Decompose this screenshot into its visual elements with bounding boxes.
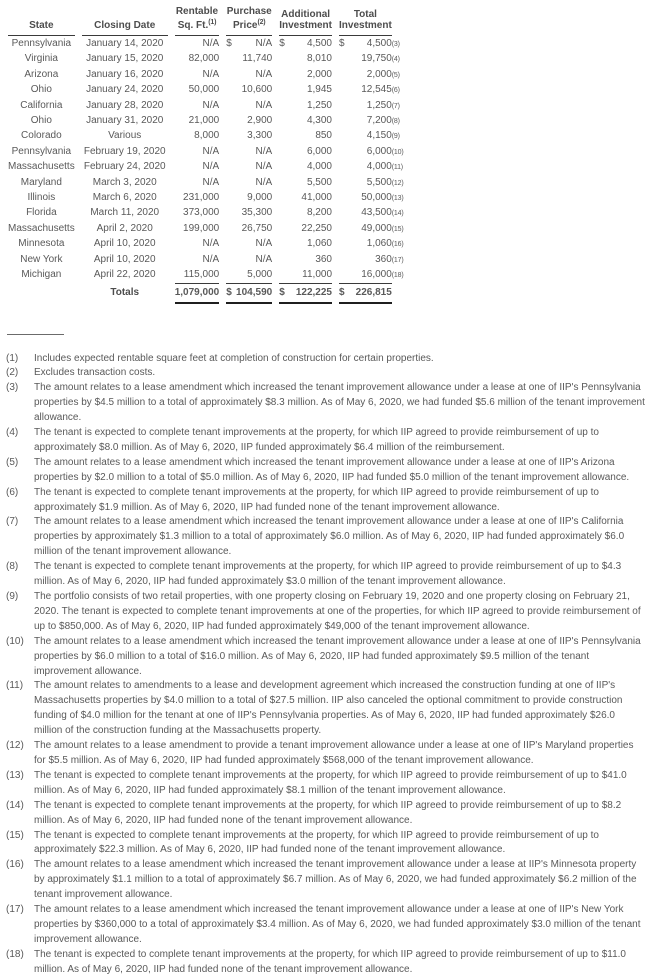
table-row — [8, 221, 392, 236]
cell-purchase-price: N/A — [255, 99, 273, 111]
cell-purchase-price: 35,300 — [241, 207, 273, 219]
cell-state: Massachusetts — [8, 222, 75, 234]
footnote-number: (12) — [6, 740, 24, 752]
cell-state: Pennsylvania — [11, 38, 72, 49]
cell-closing-date: Various — [108, 130, 142, 142]
cell-additional-investment: 1,250 — [306, 99, 332, 111]
cell-closing-date: January 14, 2020 — [86, 38, 164, 49]
footnote-text: The portfolio consists of two retail properties, with one property closing on February 19, 2020 and one property closing on February 21, 2020. The tenant is expected to complete tenant improvements at one of the properties, for which IIP agreed to provide reimbursement of up to $850,000. As of May 6, 2020, IIP had funded approximately $49,000 of the tenant improvement allowance. — [34, 591, 641, 632]
cell-total-investment: 4,000 (11) — [339, 159, 392, 174]
table-body — [8, 36, 404, 283]
footnote — [6, 486, 645, 516]
table-row — [8, 113, 392, 128]
cell-rentable-sqft: N/A — [202, 38, 220, 49]
footnote-ref: (6) — [391, 87, 400, 95]
footnote-number: (1) — [6, 352, 19, 364]
cell-state: Arizona — [24, 68, 59, 80]
col-header-rentable-line2: Sq. Ft.$^{(1)}$ — [177, 19, 217, 31]
cell-closing-date: January 31, 2020 — [86, 115, 164, 127]
cell-total-investment: 1,250 (7) — [339, 98, 392, 113]
footnote-ref-1: (1) — [208, 19, 217, 26]
table-row — [8, 252, 392, 267]
cell-closing-date: March 11, 2020 — [90, 207, 160, 219]
footnote — [6, 769, 645, 799]
col-header-additional-line1: Additional — [281, 9, 331, 20]
cell-rentable-sqft: N/A — [202, 253, 220, 265]
cell-closing-date: March 3, 2020 — [92, 176, 157, 188]
footnote-ref: (9) — [391, 133, 400, 141]
footnote-text: The amount relates to a lease amendment which increased the tenant improvement allowance under a lease at one of IIP's Pennsylvania properties by $4.5 million to a total of approximately $8.3 million. As of May 6, 2020, we had funded $5.6 million of the tenant improvement allowance. — [34, 382, 645, 424]
cell-rentable-sqft: 8,000 — [194, 130, 220, 142]
footnote-text: The amount relates to a lease amendment which increased the tenant improvement allowance under a lease at one of IIP's California properties by approximately $1.3 million to a total of approximately $6.0 million. As of May 6, 2020, IIP had funded approximately $6.0 million of the tenant improvement allowance. — [34, 516, 625, 558]
cell-rentable-sqft: N/A — [202, 176, 220, 188]
cell-closing-date: April 22, 2020 — [93, 269, 156, 281]
footnote-text: The tenant is expected to complete tenant improvements at the property, for which IIP agreed to provide reimbursement of up to $4.3 million. As of May 6, 2020, IIP had funded approximately $3.0 million of the tenant improvement allowance. — [34, 561, 622, 588]
cell-total-investment: 2,000 (5) — [339, 67, 392, 82]
footnote — [6, 352, 645, 367]
footnote-text: The tenant is expected to complete tenant improvements at the property, for which IIP agreed to provide reimbursement of up to $11.0 million. As of May 6, 2020, IIP had funded none of the tenant improvement allowance. — [34, 948, 626, 975]
footnote-text: Includes expected rentable square feet at completion of construction for certain properties. — [34, 352, 434, 364]
footnote-text: The tenant is expected to complete tenant improvements at the property, for which IIP agreed to provide reimbursement of up to approximately $8.0 million. As of May 6, 2020, IIP funded approximately $6.4 million of the reimbursement. — [34, 427, 599, 453]
cell-rentable-sqft: 199,000 — [183, 222, 220, 234]
totals-label: Totals — [110, 287, 140, 298]
footnote-number: (9) — [6, 591, 19, 602]
table-row — [8, 175, 392, 190]
cell-additional-investment: $ 4,500 — [279, 36, 332, 51]
footnote-number: (13) — [6, 769, 24, 781]
cell-additional-investment: 6,000 — [306, 145, 332, 157]
footnote-divider — [7, 334, 64, 335]
footnote — [6, 381, 645, 426]
footnote — [6, 948, 645, 978]
col-header-additional-line2: Investment — [279, 20, 332, 31]
cell-rentable-sqft: N/A — [202, 238, 220, 250]
cell-total-investment: 6,000 (10) — [339, 144, 392, 159]
totals-cell-sqft: 1,079,000 — [175, 283, 220, 304]
footnote-number: (15) — [6, 829, 24, 841]
footnote-number: (2) — [6, 367, 19, 379]
cell-total-investment: 5,500 (12) — [339, 175, 392, 190]
footnote-text: The amount relates to a lease amendment to provide a tenant improvement allowance under a lease at one of IIP's Maryland properties for $5.5 million. As of May 6, 2020, IIP had funded approximately $568,000 of the tenant improvement allowance. — [34, 740, 634, 766]
cell-total-investment: 19,750 (4) — [339, 51, 392, 66]
totals-spacer — [8, 283, 75, 304]
table-row — [8, 267, 392, 282]
cell-purchase-price: N/A — [255, 161, 273, 173]
table-row — [8, 36, 392, 51]
totals-cell-total: $ 226,815 — [339, 283, 392, 304]
footnote-ref: (10) — [391, 148, 404, 156]
footnote-text: The tenant is expected to complete tenant improvements at the property, for which IIP agreed to provide reimbursement of up to $8.2 million. As of May 6, 2020, IIP had funded none of the tenant improvement allowance. — [34, 799, 622, 826]
cell-additional-investment: 5,500 — [306, 176, 332, 188]
footnote-ref: (11) — [391, 164, 403, 172]
footnote-number: (3) — [6, 382, 19, 394]
cell-state: Illinois — [27, 192, 56, 204]
cell-rentable-sqft: 82,000 — [188, 53, 220, 65]
footnote-ref: (8) — [391, 118, 400, 126]
col-header-rentable-sqft — [175, 6, 220, 36]
dollar-sign: $ — [339, 38, 345, 49]
footnote — [6, 456, 645, 486]
footnote-number: (14) — [6, 799, 24, 811]
cell-rentable-sqft: 231,000 — [183, 192, 220, 204]
cell-additional-investment: 1,060 — [306, 238, 332, 250]
cell-closing-date: February 19, 2020 — [83, 145, 166, 157]
footnote-ref: (16) — [391, 241, 404, 249]
footnote-text: The tenant is expected to complete tenant improvements at the property, for which IIP agreed to provide reimbursement of up to $41.0 million. As of May 6, 2020, IIP had funded approximately $8.1 million of the tenant improvement allowance. — [34, 769, 627, 796]
footnote — [6, 858, 645, 903]
cell-state: Pennsylvania — [11, 145, 72, 157]
footnote-number: (10) — [6, 635, 24, 647]
cell-additional-investment: 22,250 — [301, 222, 332, 234]
footnote-ref: (4) — [391, 56, 400, 64]
table-row — [8, 128, 392, 143]
footnote-ref: (7) — [391, 102, 400, 110]
totals-row — [8, 283, 392, 304]
col-header-closing-date-label: Closing Date — [94, 20, 156, 31]
cell-additional-investment: 8,010 — [306, 53, 332, 65]
footnote — [6, 635, 645, 680]
footnote — [6, 679, 645, 739]
table-header — [8, 6, 392, 36]
table-row — [8, 51, 392, 66]
col-header-total-line1: Total — [353, 9, 377, 20]
cell-closing-date: April 10, 2020 — [93, 253, 156, 265]
cell-purchase-price: N/A — [255, 253, 273, 265]
col-header-price-line1: Purchase — [226, 6, 272, 17]
footnote-number: (16) — [6, 859, 24, 871]
col-header-closing-date — [82, 6, 168, 36]
cell-purchase-price: 3,300 — [247, 130, 273, 142]
cell-closing-date: April 10, 2020 — [93, 238, 156, 250]
cell-state: Colorado — [21, 130, 62, 142]
table-totals — [8, 283, 392, 304]
footnote — [6, 366, 645, 381]
footnote — [6, 560, 645, 590]
footnote-text: The amount relates to a lease amendment which increased the tenant improvement allowance under a lease at one of IIP's Pennsylvania properties by $6.0 million to a total of $16.0 million. As of May 6, 2020, IIP had funded approximately $9.5 million of the tenant improvement allowance. — [34, 635, 641, 677]
cell-total-investment: 50,000 (13) — [339, 190, 392, 205]
cell-total-investment: 16,000 (18) — [339, 267, 392, 282]
table-row — [8, 159, 392, 174]
footnote — [6, 515, 645, 560]
cell-total-investment: 7,200 (8) — [339, 113, 392, 128]
cell-closing-date: January 15, 2020 — [86, 53, 164, 65]
cell-state: Minnesota — [18, 238, 65, 250]
footnote-ref: (12) — [391, 179, 404, 187]
totals-cell-price: $ 104,590 — [226, 283, 272, 304]
cell-rentable-sqft: 21,000 — [188, 115, 220, 127]
cell-rentable-sqft: 115,000 — [183, 269, 220, 281]
cell-purchase-price: N/A — [255, 68, 273, 80]
acquisitions-table — [1, 6, 404, 304]
footnote-number: (5) — [6, 456, 19, 468]
cell-purchase-price: N/A — [255, 238, 273, 250]
footnote-ref: (18) — [391, 272, 404, 280]
footnote-ref: (14) — [391, 210, 404, 218]
cell-rentable-sqft: N/A — [202, 161, 220, 173]
header-row — [8, 6, 392, 36]
col-header-additional-investment — [279, 6, 332, 36]
footnote-ref-2: (2) — [257, 19, 266, 26]
footnotes-section — [6, 352, 645, 978]
cell-total-investment: $ 4,500 (3) — [339, 36, 392, 51]
cell-total-investment: 4,150 (9) — [339, 128, 392, 143]
footnote-number: (4) — [6, 427, 19, 439]
cell-state: Maryland — [20, 176, 62, 188]
cell-rentable-sqft: N/A — [202, 68, 220, 80]
cell-purchase-price: N/A — [255, 145, 273, 157]
footnote — [6, 426, 645, 456]
cell-state: Massachusetts — [8, 161, 75, 173]
footnote-ref: (15) — [391, 225, 404, 233]
cell-additional-investment: 2,000 — [306, 68, 332, 80]
cell-purchase-price: 10,600 — [241, 84, 273, 96]
cell-closing-date: January 16, 2020 — [86, 68, 164, 80]
cell-closing-date: January 24, 2020 — [86, 84, 164, 96]
cell-purchase-price: $ N/A — [226, 36, 272, 51]
cell-state: Florida — [26, 207, 57, 219]
cell-rentable-sqft: N/A — [202, 145, 220, 157]
cell-purchase-price: N/A — [255, 176, 273, 188]
cell-closing-date: April 2, 2020 — [96, 222, 153, 234]
cell-additional-investment: 850 — [315, 130, 332, 142]
cell-closing-date: February 24, 2020 — [83, 161, 166, 173]
cell-state: Virginia — [24, 53, 58, 65]
cell-state: Ohio — [30, 84, 52, 96]
table-row — [8, 205, 392, 220]
cell-rentable-sqft: N/A — [202, 99, 220, 111]
col-header-total-investment — [339, 6, 392, 36]
footnote-number: (11) — [6, 680, 24, 692]
dollar-sign: $ — [279, 38, 285, 49]
footnote — [6, 590, 645, 635]
cell-total-investment: 43,500 (14) — [339, 205, 392, 220]
footnote-ref: (13) — [391, 195, 404, 203]
cell-state: Ohio — [30, 115, 52, 127]
table-row — [8, 190, 392, 205]
cell-purchase-price: 9,000 — [247, 192, 273, 204]
cell-state: Michigan — [21, 269, 62, 281]
col-header-purchase-price — [226, 6, 272, 36]
cell-additional-investment: 11,000 — [302, 269, 332, 281]
table-row — [8, 82, 392, 97]
footnote — [6, 829, 645, 859]
footnote-number: (7) — [6, 516, 19, 528]
table-row — [8, 144, 392, 159]
cell-purchase-price: 26,750 — [241, 222, 273, 234]
footnote-number: (18) — [6, 948, 24, 960]
totals-cell-additional: $ 122,225 — [279, 283, 332, 304]
col-header-total-line2: Investment — [339, 20, 392, 31]
cell-additional-investment: 41,000 — [301, 192, 332, 204]
dollar-sign: $ — [339, 286, 345, 298]
cell-additional-investment: 1,945 — [306, 84, 332, 96]
cell-total-investment: 1,060 (16) — [339, 236, 392, 251]
cell-state: New York — [20, 253, 63, 265]
cell-total-investment: 360 (17) — [339, 252, 392, 267]
cell-purchase-price: 11,740 — [242, 53, 273, 65]
footnote-text: The tenant is expected to complete tenant improvements at the property, for which IIP agreed to provide reimbursement of up to approximately $1.9 million. As of May 6, 2020, IIP had funded none of the tenant improvement allowance. — [34, 486, 599, 513]
cell-closing-date: March 6, 2020 — [92, 192, 157, 204]
footnote-number: (8) — [6, 561, 19, 573]
dollar-sign: $ — [226, 286, 232, 298]
cell-purchase-price: 5,000 — [247, 269, 273, 281]
dollar-sign: $ — [226, 38, 232, 49]
footnote-number: (17) — [6, 904, 24, 916]
footnote — [6, 903, 645, 948]
footnote-text: The amount relates to a lease amendment which increased the tenant improvement allowance under a lease at IIP's Minnesota property by approximately $1.1 million to a total of approximately $6.7 million. As of May 6, 2020, we had funded approximately $6.2 million of the tenant improvement allowance. — [34, 859, 637, 901]
col-header-state — [8, 6, 75, 36]
cell-total-investment: 12,545 (6) — [339, 82, 392, 97]
table-row — [8, 98, 392, 113]
cell-state: California — [20, 99, 63, 111]
footnote-number: (6) — [6, 486, 19, 498]
cell-rentable-sqft: 373,000 — [183, 207, 220, 219]
col-header-rentable-line1: Rentable — [175, 6, 219, 17]
footnote — [6, 739, 645, 769]
cell-additional-investment: 8,200 — [306, 207, 332, 219]
col-header-state-label: State — [29, 20, 54, 31]
footnote-text: The amount relates to amendments to a lease and development agreement which increased the construction funding at one of IIP's Massachusetts properties by $4.0 million to a total of $27.5 million. IIP also canceled the optional commitment to provide construction funding of $4.0 million for the tenant at one of IIP's Pennsylvania properties. As of May 6, 2020, IIP had funded approximately $26.0 million of the construction funding at the Massachusetts property. — [34, 680, 623, 737]
cell-total-investment: 49,000 (15) — [339, 221, 392, 236]
table-row — [8, 67, 392, 82]
table-row — [8, 236, 392, 251]
cell-purchase-price: 2,900 — [247, 115, 273, 127]
dollar-sign: $ — [279, 286, 285, 298]
footnote-text: The tenant is expected to complete tenant improvements at the property, for which IIP agreed to provide reimbursement of up to approximately $22.3 million. As of May 6, 2020, IIP had funded none of the tenant improvement allowance. — [34, 829, 599, 856]
cell-closing-date: January 28, 2020 — [86, 99, 164, 111]
footnote-text: The amount relates to a lease amendment which increased the tenant improvement allowance under a lease at one of IIP's New York properties by $360,000 to a total of approximately $3.4 million. As of May 6, 2020, we had funded approximately $3.0 million of the tenant improvement allowance. — [34, 904, 641, 945]
cell-rentable-sqft: 50,000 — [188, 84, 220, 96]
col-header-price-line2: Price$^{(2)}$ — [232, 19, 266, 31]
footnote-ref: (5) — [391, 71, 400, 79]
cell-additional-investment: 360 — [315, 253, 332, 265]
footnote-ref: (17) — [391, 256, 404, 264]
cell-additional-investment: 4,300 — [306, 115, 332, 127]
footnote-text: Excludes transaction costs. — [34, 367, 156, 379]
footnote — [6, 799, 645, 829]
footnote-text: The amount relates to a lease amendment which increased the tenant improvement allowance under a lease at one of IIP's Arizona properties by $2.0 million to a total of $5.0 million. As of May 6, 2020, IIP had funded $5.0 million of the tenant improvement allowance. — [34, 456, 630, 483]
footnote-ref: (3) — [391, 41, 400, 48]
cell-additional-investment: 4,000 — [306, 161, 332, 173]
